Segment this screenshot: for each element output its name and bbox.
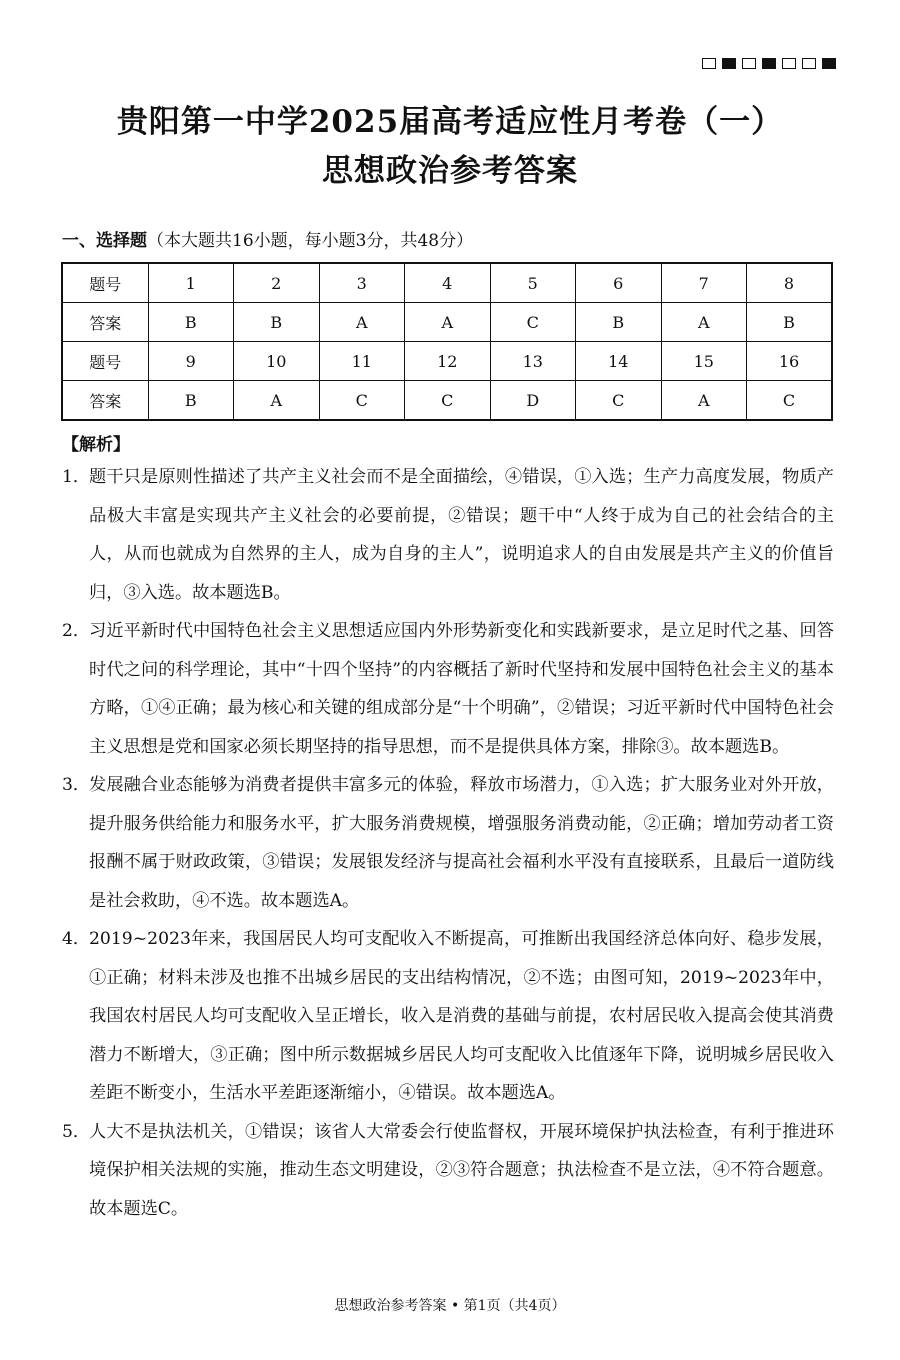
item-text: 题干只是原则性描述了共产主义社会而不是全面描绘，④错误，①入选；生产力高度发展，物质产品极大丰富是实现共产主义社会的必要前提，②错误；题干中“人终于成为自己的社会结合的主人，从而也就成为自然界的主人，成为自身的主人”，说明追求人的自由发展是共产主义的价值旨归，③入选。故本题选B。: [89, 467, 834, 603]
item-text: 2019~2023年来，我国居民人均可支配收入不断提高，可推断出我国经济总体向好、稳步发展，①正确；材料未涉及也推不出城乡居民的支出结构情况，②不选；由图可知，2019~2023年中，我国农村居民人均可支配收入呈正增长，收入是消费的基础与前提，农村居民收入提高会使其消费潜力不断增大，③正确；图中所示数据城乡居民人均可支配收入比值逐年下降，说明城乡居民收入差距不断变小，生活水平差距逐渐缩小，④错误。故本题选A。: [89, 929, 834, 1103]
analysis-heading: 【解析】: [62, 435, 130, 455]
table-row: [62, 263, 832, 303]
table-cell: D: [490, 381, 576, 421]
table-row: [62, 381, 832, 421]
table-cell: B: [747, 303, 833, 342]
table-row: [62, 303, 832, 342]
item-text: 习近平新时代中国特色社会主义思想适应国内外形势新变化和实践新要求，是立足时代之基、回答时代之问的科学理论，其中“十四个坚持”的内容概括了新时代坚持和发展中国特色社会主义的基本方略，①④正确；最为核心和关键的组成部分是“十个明确”，②错误；习近平新时代中国特色社会主义思想是党和国家必须长期坚持的指导思想，而不是提供具体方案，排除③。故本题选B。: [89, 621, 834, 757]
table-cell: 3: [319, 263, 405, 303]
section-label: 一、选择题: [62, 231, 147, 251]
row-header-cell: 答案: [62, 303, 148, 342]
table-cell: B: [148, 303, 234, 342]
table-cell: A: [234, 381, 320, 421]
item-number: 1．: [62, 467, 91, 487]
item-text: 发展融合业态能够为消费者提供丰富多元的体验，释放市场潜力，①入选；扩大服务业对外开放，提升服务供给能力和服务水平，扩大服务消费规模，增强服务消费动能，②正确；增加劳动者工资报酬不属于财政政策，③错误；发展银发经济与提高社会福利水平没有直接联系，且最后一道防线是社会救助，④不选。故本题选A。: [89, 775, 834, 911]
item-number: 4．: [62, 929, 91, 949]
table-cell: 4: [405, 263, 491, 303]
section-note: （本大题共16小题，每小题3分，共48分）: [147, 231, 474, 251]
table-cell: C: [747, 381, 833, 421]
section-heading: [62, 226, 473, 251]
row-header-cell: 题号: [62, 263, 148, 303]
table-cell: 7: [661, 263, 747, 303]
table-cell: C: [576, 381, 662, 421]
row-header-cell: 答案: [62, 381, 148, 421]
corner-mark: [702, 58, 716, 69]
page-title: 贵阳第一中学2025届高考适应性月考卷（一）: [116, 104, 784, 140]
row-header-cell: 题号: [62, 342, 148, 381]
list-item: [62, 920, 834, 1113]
table-cell: 11: [319, 342, 405, 381]
corner-marks: [702, 58, 836, 69]
corner-mark: [722, 58, 736, 69]
table-cell: 9: [148, 342, 234, 381]
table-cell: A: [661, 381, 747, 421]
list-item: [62, 766, 834, 920]
item-text: 人大不是执法机关，①错误；该省人大常委会行使监督权，开展环境保护执法检查，有利于推进环境保护相关法规的实施，推动生态文明建设，②③符合题意；执法检查不是立法，④不符合题意。故本题选C。: [89, 1121, 834, 1219]
table-cell: C: [319, 381, 405, 421]
table-cell: B: [576, 303, 662, 342]
item-number: 3．: [62, 775, 91, 795]
table-cell: 8: [747, 263, 833, 303]
table-cell: 10: [234, 342, 320, 381]
table-cell: 1: [148, 263, 234, 303]
table-cell: C: [490, 303, 576, 342]
table-cell: 16: [747, 342, 833, 381]
table-cell: A: [661, 303, 747, 342]
corner-mark: [762, 58, 776, 69]
table-cell: B: [148, 381, 234, 421]
table-cell: 12: [405, 342, 491, 381]
table-cell: B: [234, 303, 320, 342]
table-cell: A: [319, 303, 405, 342]
table-cell: 14: [576, 342, 662, 381]
list-item: [62, 458, 834, 612]
table-cell: 13: [490, 342, 576, 381]
table-cell: 5: [490, 263, 576, 303]
corner-mark: [782, 58, 796, 69]
corner-mark: [822, 58, 836, 69]
corner-mark: [802, 58, 816, 69]
analysis-list: [62, 458, 834, 1228]
page-footer: 思想政治参考答案 • 第1页（共4页）: [334, 1298, 566, 1314]
item-number: 2．: [62, 621, 91, 641]
page-subtitle: 思想政治参考答案: [322, 153, 578, 189]
table-cell: C: [405, 381, 491, 421]
table-cell: A: [405, 303, 491, 342]
table-row: [62, 342, 832, 381]
list-item: [62, 612, 834, 766]
list-item: [62, 1113, 834, 1229]
table-cell: 2: [234, 263, 320, 303]
table-cell: 15: [661, 342, 747, 381]
table-cell: 6: [576, 263, 662, 303]
item-number: 5．: [62, 1121, 91, 1142]
corner-mark: [742, 58, 756, 69]
answer-table: [61, 262, 833, 421]
